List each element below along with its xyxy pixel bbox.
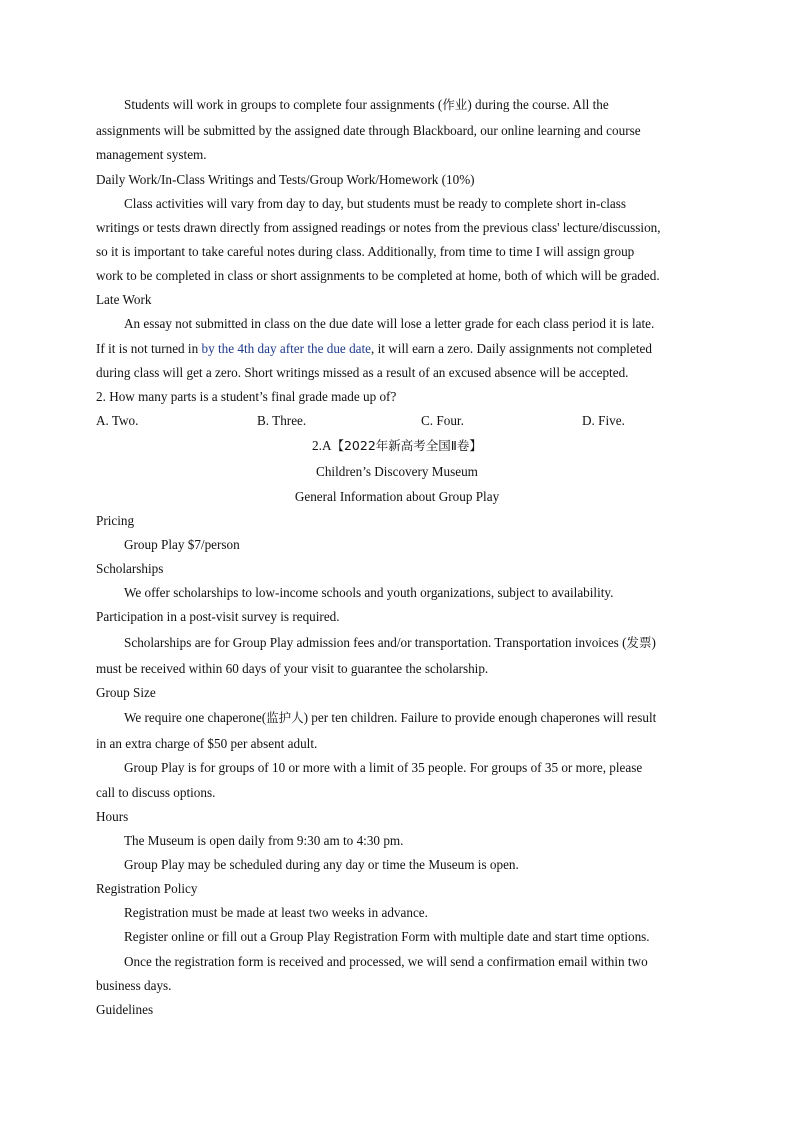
text-run: If it is not turned in — [96, 341, 202, 356]
group-size-line-2: in an extra charge of $50 per absent adult. — [96, 736, 318, 751]
scholarships-line-1: We offer scholarships to low-income schools and youth organizations, subject to availability. — [124, 585, 614, 600]
scholarships-line-3 — [124, 635, 656, 651]
highlighted-text: by the 4th day after the due date — [201, 341, 372, 356]
heading-hours: Hours — [96, 809, 129, 824]
group-size-line-4: call to discuss options. — [96, 785, 216, 800]
chinese-gloss: 监护人 — [266, 710, 304, 725]
source-label — [0, 438, 794, 454]
pricing-line: Group Play $7/person — [124, 537, 240, 552]
hours-line-2: Group Play may be scheduled during any day or time the Museum is open. — [124, 857, 519, 872]
text-run: , it will earn a zero. Daily assignments not completed — [371, 341, 652, 356]
late-work-line-3: during class will get a zero. Short writings missed as a result of an excused absence will be accepted. — [96, 365, 629, 380]
choice-b[interactable]: B. Three. — [257, 413, 307, 428]
assignments-line-1 — [124, 97, 609, 113]
daily-work-line-3: so it is important to take careful notes during class. Additionally, from time to time I will assign group — [96, 244, 635, 259]
heading-scholarships: Scholarships — [96, 561, 164, 576]
text-run: ) per ten children. Failure to provide enough chaperones will result — [303, 710, 657, 725]
passage-title: Children’s Discovery Museum — [316, 464, 478, 479]
hours-line-1: The Museum is open daily from 9:30 am to 4:30 pm. — [124, 833, 404, 848]
text-run: Scholarships are for Group Play admission fees and/or transportation. Transportation invoices ( — [124, 635, 627, 650]
heading-pricing: Pricing — [96, 513, 135, 528]
registration-line-1: Registration must be made at least two weeks in advance. — [124, 905, 428, 920]
text-run: ) during the course. All the — [467, 97, 609, 112]
question-2: 2. How many parts is a student’s final grade made up of? — [96, 389, 397, 404]
text-run: ) — [651, 635, 656, 650]
passage-subtitle: General Information about Group Play — [294, 489, 500, 504]
text-run: 2.A — [312, 438, 332, 453]
answer-choices — [96, 413, 736, 429]
group-size-line-1 — [124, 710, 656, 726]
assignments-line-2: assignments will be submitted by the assigned date through Blackboard, our online learning and course — [96, 123, 641, 138]
heading-late-work: Late Work — [96, 292, 152, 307]
heading-daily-work: Daily Work/In-Class Writings and Tests/Group Work/Homework (10%) — [96, 172, 475, 187]
chinese-gloss: 作业 — [442, 97, 468, 112]
chinese-gloss: 发票 — [626, 635, 652, 650]
choice-c[interactable]: C. Four. — [421, 413, 464, 428]
scholarships-line-2: Participation in a post-visit survey is required. — [96, 609, 340, 624]
choice-a[interactable]: A. Two. — [96, 413, 139, 428]
heading-registration: Registration Policy — [96, 881, 198, 896]
choice-d[interactable]: D. Five. — [582, 413, 625, 428]
registration-line-4: business days. — [96, 978, 172, 993]
late-work-line-1: An essay not submitted in class on the due date will lose a letter grade for each class period it is late. — [124, 316, 655, 331]
daily-work-line-1: Class activities will vary from day to day, but students must be ready to complete short in-class — [124, 196, 626, 211]
registration-line-3: Once the registration form is received and processed, we will send a confirmation email within two — [124, 954, 648, 969]
heading-guidelines: Guidelines — [96, 1002, 154, 1017]
scholarships-line-4: must be received within 60 days of your visit to guarantee the scholarship. — [96, 661, 489, 676]
late-work-line-2 — [96, 341, 652, 357]
text-run: Students will work in groups to complete four assignments ( — [124, 97, 443, 112]
daily-work-line-4: work to be completed in class or short assignments to be completed at home, both of which will be graded. — [96, 268, 660, 283]
exam-source: 【2022年新高考全国Ⅱ卷】 — [331, 438, 482, 453]
heading-group-size: Group Size — [96, 685, 156, 700]
text-run: We require one chaperone( — [124, 710, 267, 725]
group-size-line-3: Group Play is for groups of 10 or more with a limit of 35 people. For groups of 35 or more, please — [124, 760, 643, 775]
assignments-line-3: management system. — [96, 147, 207, 162]
registration-line-2: Register online or fill out a Group Play Registration Form with multiple date and start time options. — [124, 929, 650, 944]
daily-work-line-2: writings or tests drawn directly from assigned readings or notes from the previous class' lecture/discussion, — [96, 220, 661, 235]
